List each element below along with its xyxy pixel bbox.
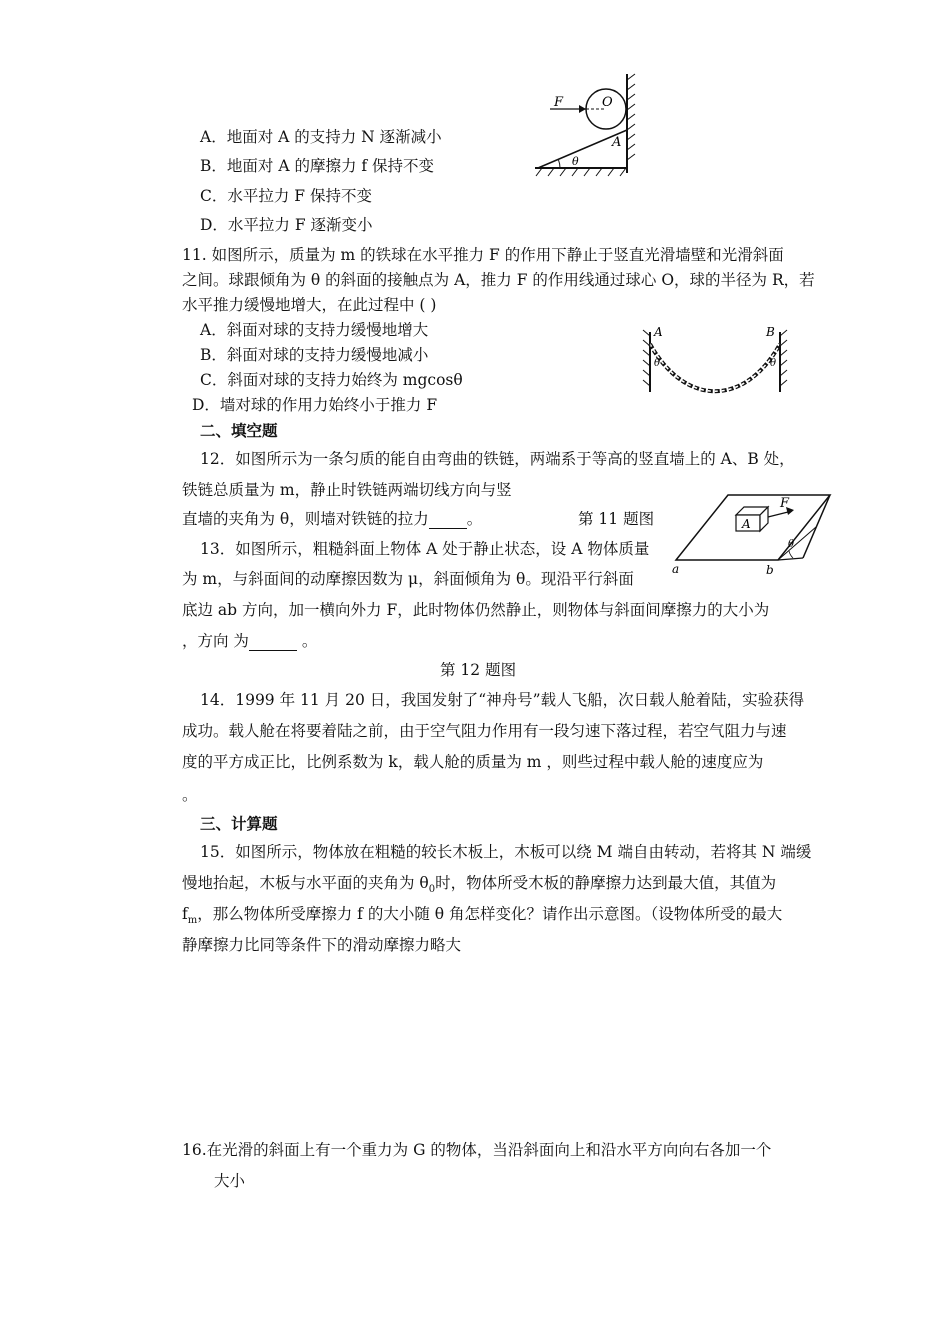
q15-line-2-a: 慢地抬起，木板与水平面的夹角为 θ: [182, 874, 429, 892]
ball-incline-wall-figure: [530, 70, 640, 180]
angle-left-label: θ: [654, 358, 661, 369]
q10-option-a: A．地面对 A 的支持力 N 逐渐减小: [200, 128, 442, 146]
q15-line-3-sub: m: [187, 915, 198, 927]
corner-b-label: b: [766, 563, 774, 577]
angle-theta-label: θ: [788, 539, 795, 550]
q15-line-1: 15．如图所示，物体放在粗糙的较长木板上，木板可以绕 M 端自由转动，若将其 N 端缓: [200, 843, 812, 861]
block-incline-figure: [668, 485, 840, 577]
q11-option-c: C．斜面对球的支持力始终为 mgcosθ: [200, 371, 463, 389]
q12-line-3-text: 直墙的夹角为 θ，则墙对铁链的拉力: [182, 510, 429, 528]
q12-line-3-end: 。: [466, 510, 483, 528]
center-o-label: O: [602, 95, 613, 110]
q15-line-2-sub: 0: [428, 884, 436, 896]
angle-right-label: θ: [770, 358, 777, 369]
q12-answer-blank: [429, 512, 467, 529]
q13-line-4: [182, 631, 317, 651]
angle-theta-label: θ: [572, 155, 579, 168]
q12-figure-caption: 第 12 题图: [440, 661, 517, 679]
q15-line-4: 静摩擦力比同等条件下的滑动摩擦力略大: [182, 936, 462, 954]
block-a-label: A: [742, 517, 751, 531]
hanging-chain-figure: [640, 322, 790, 397]
q13-line-4-end: 。: [296, 632, 318, 650]
section-title-calculation: 三、计算题: [200, 814, 278, 833]
q11-option-b: B．斜面对球的支持力缓慢地减小: [200, 346, 429, 364]
q15-line-3-a: f: [182, 905, 188, 923]
q15-line-2-b: 时，物体所受木板的静摩擦力达到最大值，其值为: [435, 874, 777, 892]
q11-stem-line-1: 11. 如图所示，质量为 m 的铁球在水平推力 F 的作用下静止于竖直光滑墙壁和光滑斜面: [182, 246, 784, 264]
q14-line-4: 。: [182, 786, 198, 804]
q11-option-a: A．斜面对球的支持力缓慢地增大: [200, 321, 429, 339]
q14-line-3: 度的平方成正比，比例系数为 k，载人舱的质量为 m ，则些过程中载人舱的速度应为: [182, 753, 764, 771]
q11-option-d: D．墙对球的作用力始终小于推力 F: [192, 396, 438, 414]
q13-answer-blank: [249, 634, 297, 651]
q14-line-1: 14．1999 年 11 月 20 日，我国发射了“神舟号”载人飞船，次日载人舱着陆，实验获得: [200, 691, 805, 709]
point-b-label: B: [766, 325, 775, 339]
q13-line-4-text: ，方向 为: [182, 632, 249, 650]
q16-line-2: 大小: [214, 1172, 246, 1190]
q11-stem-line-2: 之间。球跟倾角为 θ 的斜面的接触点为 A，推力 F 的作用线通过球心 O，球的半径为 R，若: [182, 271, 815, 289]
q14-line-2: 成功。载人舱在将要着陆之前，由于空气阻力作用有一段匀速下落过程，若空气阻力与速: [182, 722, 787, 740]
q12-line-1: 12．如图所示为一条匀质的能自由弯曲的铁链，两端系于等高的竖直墙上的 A、B 处，: [200, 450, 795, 468]
section-title-fill-in: 二、填空题: [200, 421, 278, 440]
q10-option-b: B．地面对 A 的摩擦力 f 保持不变: [200, 157, 435, 175]
q15-line-3-b: ，那么物体所受摩擦力 f 的大小随 θ 角怎样变化？请作出示意图。（设物体所受的最大: [197, 905, 783, 923]
point-a-label: A: [654, 325, 663, 339]
q16-line-1: 16.在光滑的斜面上有一个重力为 G 的物体，当沿斜面向上和沿水平方向向右各加一个: [182, 1141, 772, 1159]
q11-figure-caption: 第 11 题图: [578, 510, 655, 528]
force-f-label: F: [554, 95, 564, 110]
q13-line-1: 13．如图所示，粗糙斜面上物体 A 处于静止状态，设 A 物体质量: [200, 540, 650, 558]
q12-line-3: [182, 509, 482, 529]
contact-a-label: A: [612, 135, 622, 150]
q15-line-3: [182, 904, 782, 931]
q10-option-d: D．水平拉力 F 逐渐变小: [200, 216, 373, 234]
q15-line-2: [182, 873, 776, 900]
corner-a-label: a: [672, 562, 680, 576]
q13-line-3: 底边 ab 方向，加一横向外力 F，此时物体仍然静止，则物体与斜面间摩擦力的大小为: [182, 601, 770, 619]
q12-line-2: 铁链总质量为 m，静止时铁链两端切线方向与竖: [182, 481, 512, 499]
q10-option-c: C．水平拉力 F 保持不变: [200, 187, 372, 205]
q13-line-2: 为 m，与斜面间的动摩擦因数为 μ，斜面倾角为 θ。现沿平行斜面: [182, 570, 634, 588]
force-f-label: F: [780, 496, 790, 511]
q11-stem-line-3: 水平推力缓慢地增大，在此过程中 ( ): [182, 296, 437, 314]
